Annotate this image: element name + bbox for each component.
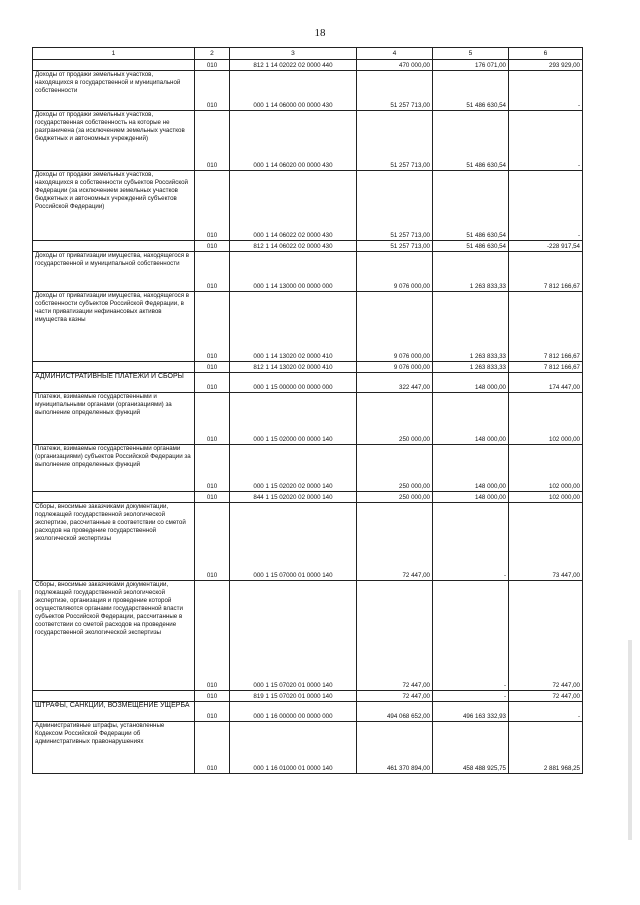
header-cell-1: 1 (33, 48, 195, 60)
page-number: 18 (314, 27, 326, 39)
line-code: 010 (195, 171, 230, 241)
table-row (33, 691, 583, 702)
line-code: 010 (195, 492, 230, 503)
executed-amount: - (433, 691, 509, 702)
executed-amount: 51 486 630,54 (433, 71, 509, 111)
table-row (33, 503, 583, 581)
row-name: Платежи, взимаемые государственными и муниципальными органами (организациями) за выполнение определенных функций (33, 393, 195, 445)
line-code: 010 (195, 362, 230, 373)
income-code: 000 1 14 13000 00 0000 000 (230, 252, 357, 292)
table-row (33, 111, 583, 171)
line-code: 010 (195, 60, 230, 71)
income-code: 812 1 14 13020 02 0000 410 (230, 362, 357, 373)
revenue-table (32, 47, 583, 774)
approved-amount: 470 000,00 (357, 60, 433, 71)
unexecuted-amount: - (509, 111, 583, 171)
unexecuted-amount: 72 447,00 (509, 691, 583, 702)
executed-amount: 496 163 332,93 (433, 702, 509, 722)
table-row (33, 373, 583, 393)
unexecuted-amount: - (509, 702, 583, 722)
line-code: 010 (195, 503, 230, 581)
row-name (33, 241, 195, 252)
table-row (33, 722, 583, 774)
table-row (33, 492, 583, 503)
approved-amount: 9 076 000,00 (357, 252, 433, 292)
approved-amount: 51 257 713,00 (357, 241, 433, 252)
executed-amount: 1 263 833,33 (433, 292, 509, 362)
row-name: Доходы от приватизации имущества, находящегося в собственности субъектов Российской Федерации, в части приватизации нефинансовых активов имущества казны (33, 292, 195, 362)
unexecuted-amount: - (509, 171, 583, 241)
income-code: 000 1 14 13020 02 0000 410 (230, 292, 357, 362)
approved-amount: 250 000,00 (357, 445, 433, 492)
row-name: Доходы от приватизации имущества, находящегося в государственной и муниципальной собственности (33, 252, 195, 292)
row-name: Сборы, вносимые заказчиками документации, подлежащей государственной экологической экспертизе, организация и проведение которой осуществляются органами государственной власти субъектов Российской Федерации, рассчитанные в соответствии со сметой расходов на проведение государственной экологической экспертизы (33, 581, 195, 691)
approved-amount: 9 076 000,00 (357, 292, 433, 362)
unexecuted-amount: 293 929,00 (509, 60, 583, 71)
row-name: ШТРАФЫ, САНКЦИИ, ВОЗМЕЩЕНИЕ УЩЕРБА (33, 702, 195, 722)
table-row (33, 252, 583, 292)
line-code: 010 (195, 292, 230, 362)
table-row (33, 362, 583, 373)
row-name: Доходы от продажи земельных участков, находящихся в государственной и муниципальной собственности (33, 71, 195, 111)
scan-edge-mark (18, 590, 21, 890)
row-name (33, 691, 195, 702)
unexecuted-amount: 73 447,00 (509, 503, 583, 581)
income-code: 000 1 14 06022 02 0000 430 (230, 171, 357, 241)
income-code: 000 1 16 00000 00 0000 000 (230, 702, 357, 722)
approved-amount: 51 257 713,00 (357, 171, 433, 241)
unexecuted-amount: 7 812 166,67 (509, 362, 583, 373)
approved-amount: 72 447,00 (357, 691, 433, 702)
unexecuted-amount: 7 812 166,67 (509, 252, 583, 292)
table-row (33, 292, 583, 362)
unexecuted-amount: -228 917,54 (509, 241, 583, 252)
table-row (33, 241, 583, 252)
executed-amount: 458 488 925,75 (433, 722, 509, 774)
income-code: 812 1 14 02022 02 0000 440 (230, 60, 357, 71)
executed-amount: 148 000,00 (433, 373, 509, 393)
table-row (33, 71, 583, 111)
line-code: 010 (195, 581, 230, 691)
income-code: 000 1 14 06020 00 0000 430 (230, 111, 357, 171)
income-code: 812 1 14 06022 02 0000 430 (230, 241, 357, 252)
line-code: 010 (195, 691, 230, 702)
header-cell-2: 2 (195, 48, 230, 60)
income-code: 000 1 15 02000 00 0000 140 (230, 393, 357, 445)
header-cell-3: 3 (230, 48, 357, 60)
income-code: 000 1 15 02020 02 0000 140 (230, 445, 357, 492)
approved-amount: 494 068 652,00 (357, 702, 433, 722)
line-code: 010 (195, 722, 230, 774)
line-code: 010 (195, 241, 230, 252)
line-code: 010 (195, 393, 230, 445)
executed-amount: 148 000,00 (433, 492, 509, 503)
row-name: Доходы от продажи земельных участков, находящихся в собственности субъектов Российской Федерации (за исключением земельных участков бюджетных и автономных учреждений субъектов Российской Федерации) (33, 171, 195, 241)
row-name: Доходы от продажи земельных участков, государственная собственность на которые не разграничена (за исключением земельных участков бюджетных и автономных учреждений) (33, 111, 195, 171)
table-row (33, 60, 583, 71)
income-code: 819 1 15 07020 01 0000 140 (230, 691, 357, 702)
header-row (33, 48, 583, 60)
executed-amount: 51 486 630,54 (433, 171, 509, 241)
approved-amount: 51 257 713,00 (357, 111, 433, 171)
line-code: 010 (195, 252, 230, 292)
unexecuted-amount: 102 000,00 (509, 393, 583, 445)
approved-amount: 250 000,00 (357, 492, 433, 503)
table-body (33, 48, 583, 774)
line-code: 010 (195, 445, 230, 492)
table-row (33, 171, 583, 241)
income-code: 000 1 15 07020 01 0000 140 (230, 581, 357, 691)
executed-amount: - (433, 581, 509, 691)
row-name: АДМИНИСТРАТИВНЫЕ ПЛАТЕЖИ И СБОРЫ (33, 373, 195, 393)
approved-amount: 9 076 000,00 (357, 362, 433, 373)
line-code: 010 (195, 373, 230, 393)
executed-amount: 176 071,00 (433, 60, 509, 71)
row-name: Платежи, взимаемые государственными органами (организациями) субъектов Российской Федерации за выполнение определенных функций (33, 445, 195, 492)
unexecuted-amount: 72 447,00 (509, 581, 583, 691)
income-code: 000 1 15 00000 00 0000 000 (230, 373, 357, 393)
unexecuted-amount: - (509, 71, 583, 111)
row-name (33, 60, 195, 71)
table-row (33, 445, 583, 492)
income-code: 000 1 15 07000 01 0000 140 (230, 503, 357, 581)
income-code: 000 1 14 06000 00 0000 430 (230, 71, 357, 111)
unexecuted-amount: 102 000,00 (509, 445, 583, 492)
table-row (33, 393, 583, 445)
approved-amount: 461 370 894,00 (357, 722, 433, 774)
executed-amount: 1 263 833,33 (433, 362, 509, 373)
approved-amount: 72 447,00 (357, 503, 433, 581)
executed-amount: 51 486 630,54 (433, 241, 509, 252)
header-cell-4: 4 (357, 48, 433, 60)
unexecuted-amount: 7 812 166,67 (509, 292, 583, 362)
unexecuted-amount: 2 881 968,25 (509, 722, 583, 774)
row-name: Сборы, вносимые заказчиками документации, подлежащей государственной экологической экспертизе, рассчитанные в соответствии со сметой расходов на проведение государственной экологической экспертизы (33, 503, 195, 581)
executed-amount: 148 000,00 (433, 445, 509, 492)
executed-amount: 148 000,00 (433, 393, 509, 445)
line-code: 010 (195, 702, 230, 722)
income-code: 844 1 15 02020 02 0000 140 (230, 492, 357, 503)
table-row (33, 702, 583, 722)
line-code: 010 (195, 71, 230, 111)
header-cell-6: 6 (509, 48, 583, 60)
line-code: 010 (195, 111, 230, 171)
approved-amount: 322 447,00 (357, 373, 433, 393)
executed-amount: 1 263 833,33 (433, 252, 509, 292)
header-cell-5: 5 (433, 48, 509, 60)
approved-amount: 72 447,00 (357, 581, 433, 691)
approved-amount: 250 000,00 (357, 393, 433, 445)
scan-edge-mark (628, 640, 632, 840)
row-name: Административные штрафы, установленные Кодексом Российской Федерации об административных правонарушениях (33, 722, 195, 774)
table-row (33, 581, 583, 691)
executed-amount: - (433, 503, 509, 581)
row-name (33, 492, 195, 503)
unexecuted-amount: 174 447,00 (509, 373, 583, 393)
unexecuted-amount: 102 000,00 (509, 492, 583, 503)
income-code: 000 1 16 01000 01 0000 140 (230, 722, 357, 774)
executed-amount: 51 486 630,54 (433, 111, 509, 171)
approved-amount: 51 257 713,00 (357, 71, 433, 111)
row-name (33, 362, 195, 373)
